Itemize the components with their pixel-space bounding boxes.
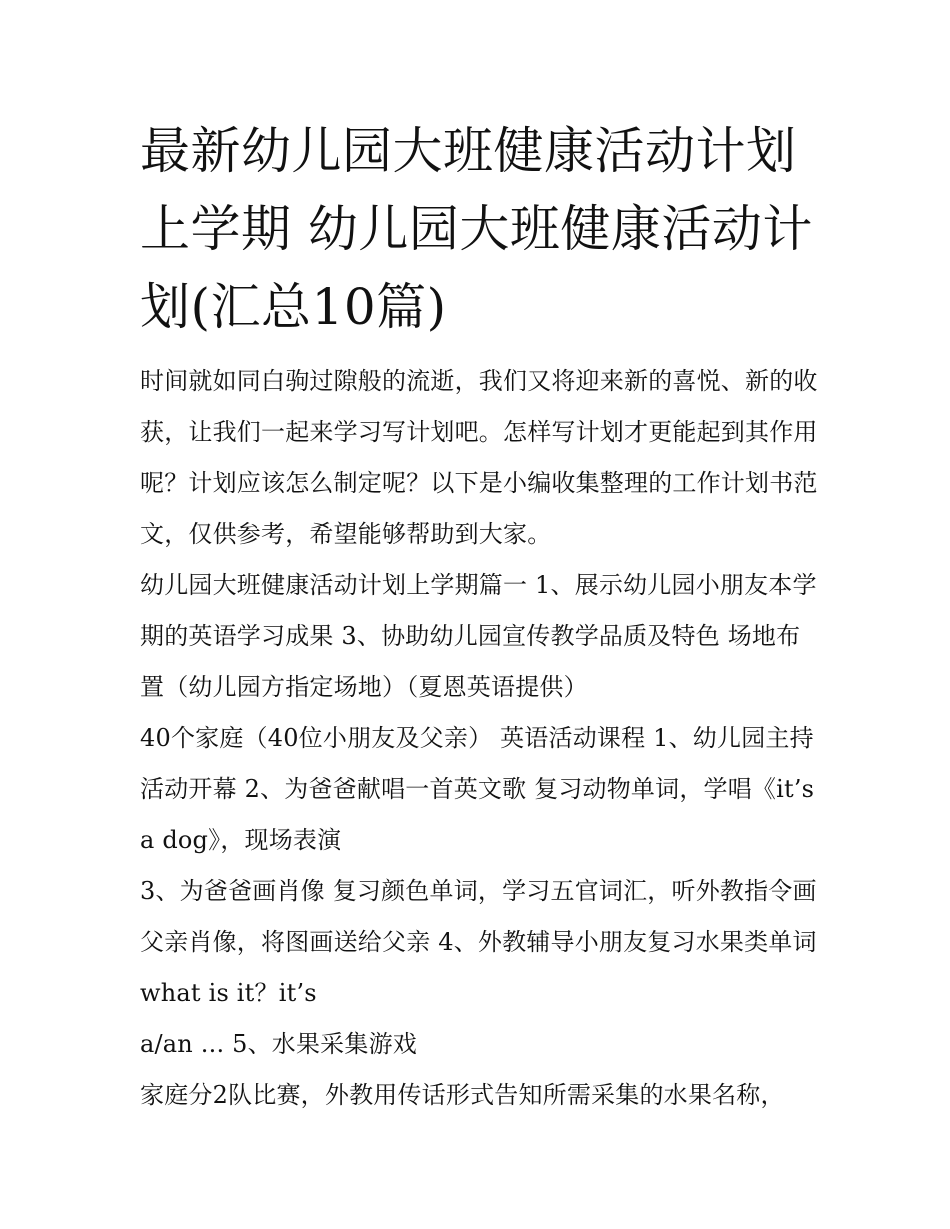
document-page	[140, 112, 820, 1121]
paragraph-fruit-game: a/an ... 5、水果采集游戏	[140, 1030, 417, 1058]
document-title: 最新幼儿园大班健康活动计划上学期 幼儿园大班健康活动计划(汇总10篇)	[140, 122, 813, 336]
paragraph-families-course: 40个家庭（40位小朋友及父亲） 英语活动课程 1、幼儿园主持活动开幕 2、为爸爸献唱一首英文歌 复习动物单词，学唱《it’s a dog》，现场表演	[140, 724, 815, 854]
paragraph-activity-goals: 幼儿园大班健康活动计划上学期篇一 1、展示幼儿园小朋友本学期的英语学习成果 3、协助幼儿园宣传教学品质及特色 场地布置（幼儿园方指定场地）（夏恩英语提供）	[140, 571, 817, 701]
paragraph-intro: 时间就如同白驹过隙般的流逝，我们又将迎来新的喜悦、新的收获，让我们一起来学习写计划吧。怎样写计划才更能起到其作用呢？计划应该怎么制定呢？以下是小编收集整理的工作计划书范文，仅供参考，希望能够帮助到大家。	[140, 367, 818, 548]
paragraph-team-competition: 家庭分2队比赛，外教用传话形式告知所需采集的水果名称，	[140, 1081, 785, 1109]
paragraph-portrait-fruit: 3、为爸爸画肖像 复习颜色单词，学习五官词汇，听外教指令画父亲肖像，将图画送给父亲 4、外教辅导小朋友复习水果类单词 what is it？it’s	[140, 877, 817, 1007]
